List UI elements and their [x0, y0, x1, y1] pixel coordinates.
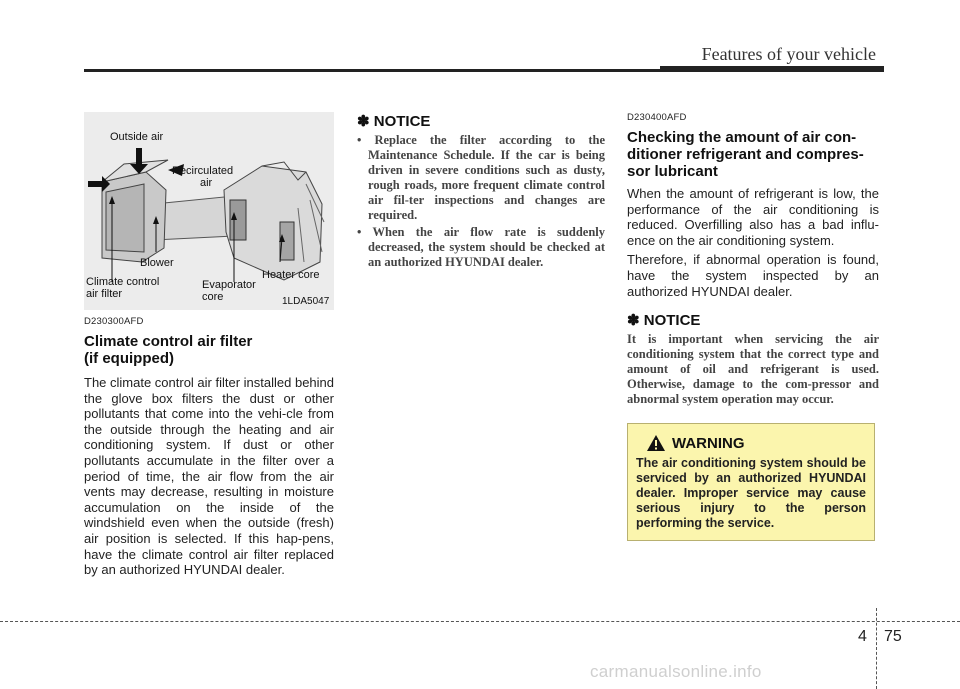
section-title-line2: (if equipped) [84, 350, 174, 367]
column-middle [357, 112, 605, 270]
page-header-title: Features of your vehicle [701, 44, 876, 64]
notice-heading [357, 112, 605, 130]
warning-box [627, 423, 875, 541]
page-number: 75 [884, 628, 902, 645]
warning-triangle-icon [646, 434, 666, 452]
notice-text: It is important when servicing the air conditioning system that the correct type and amount of oil and refrigerant is used. Otherwise, damage to the com-pressor and abnormal system operation may occur. [627, 332, 879, 407]
notice-mark-icon: ✽ [357, 113, 370, 130]
figure-code: 1LDA5047 [282, 296, 330, 307]
section-body: The climate control air filter installed behind the glove box filters the dust or other pollutants that come into the vehi-cle from the outside through the heating and air conditioning system. If dust or other pollutants accumulate in the filter over a period of time, the air flow from the air vents may decrease, resulting in moisture accumulation on the inside of the windshield even when the outside (fresh) air position is selected. If this hap-pens, have the climate control air filter replaced by an authorized HYUNDAI dealer. [84, 375, 335, 578]
section-body-1: When the amount of refrigerant is low, the performance of the air conditioning is reduced. Overfilling also has a bad influ-ence on the air conditioning system. [627, 186, 879, 248]
warning-heading [646, 434, 866, 452]
column-left [84, 112, 334, 578]
label-heater-core: Heater core [262, 269, 320, 281]
footer-rule [0, 621, 960, 622]
label-filter: Climate control [86, 276, 160, 288]
warning-text: The air conditioning system should be serviced by an authorized HYUNDAI dealer. Improper service may cause serious injury to the person performing the service. [636, 456, 866, 530]
notice-item: • When the air flow rate is suddenly decreased, the system should be checked at an authorized HYUNDAI dealer. [357, 225, 605, 269]
notice-item: • Replace the filter according to the Maintenance Schedule. If the car is being driven in severe conditions such as dusty, rough roads, more frequent climate control air fil-ter inspections and changes are required. [357, 133, 605, 222]
section-code: D230400AFD [627, 112, 687, 123]
chapter-number: 4 [858, 628, 867, 645]
label-blower: Blower [140, 257, 174, 269]
header-rule-accent [660, 66, 884, 72]
section-title: Checking the amount of air con-ditioner refrigerant and compres-sor lubricant [627, 129, 864, 180]
section-code: D230300AFD [84, 316, 144, 327]
label-evaporator: Evaporator [202, 279, 256, 291]
notice-title: NOTICE [643, 312, 701, 330]
section-title [84, 333, 334, 367]
notice-list [357, 133, 605, 270]
section-title-line1: Climate control air filter [84, 333, 253, 350]
label-recirculated: Recirculated [172, 165, 234, 177]
label-evaporator-2: core [202, 291, 224, 303]
notice-title: NOTICE [373, 113, 431, 130]
hvac-diagram [84, 112, 334, 310]
watermark: carmanualsonline.info [590, 662, 762, 681]
label-outside-air: Outside air [110, 131, 164, 143]
section-body-2: Therefore, if abnormal operation is found, have the system inspected by an authorized HYUNDAI dealer. [627, 252, 879, 299]
label-filter-2: air filter [86, 288, 123, 300]
label-recirculated-air: air [200, 177, 213, 189]
column-right [627, 112, 879, 407]
footer-divider [876, 608, 877, 689]
notice-heading [627, 311, 879, 329]
notice-mark-icon: ✽ [627, 312, 640, 330]
warning-title: WARNING [672, 434, 745, 452]
